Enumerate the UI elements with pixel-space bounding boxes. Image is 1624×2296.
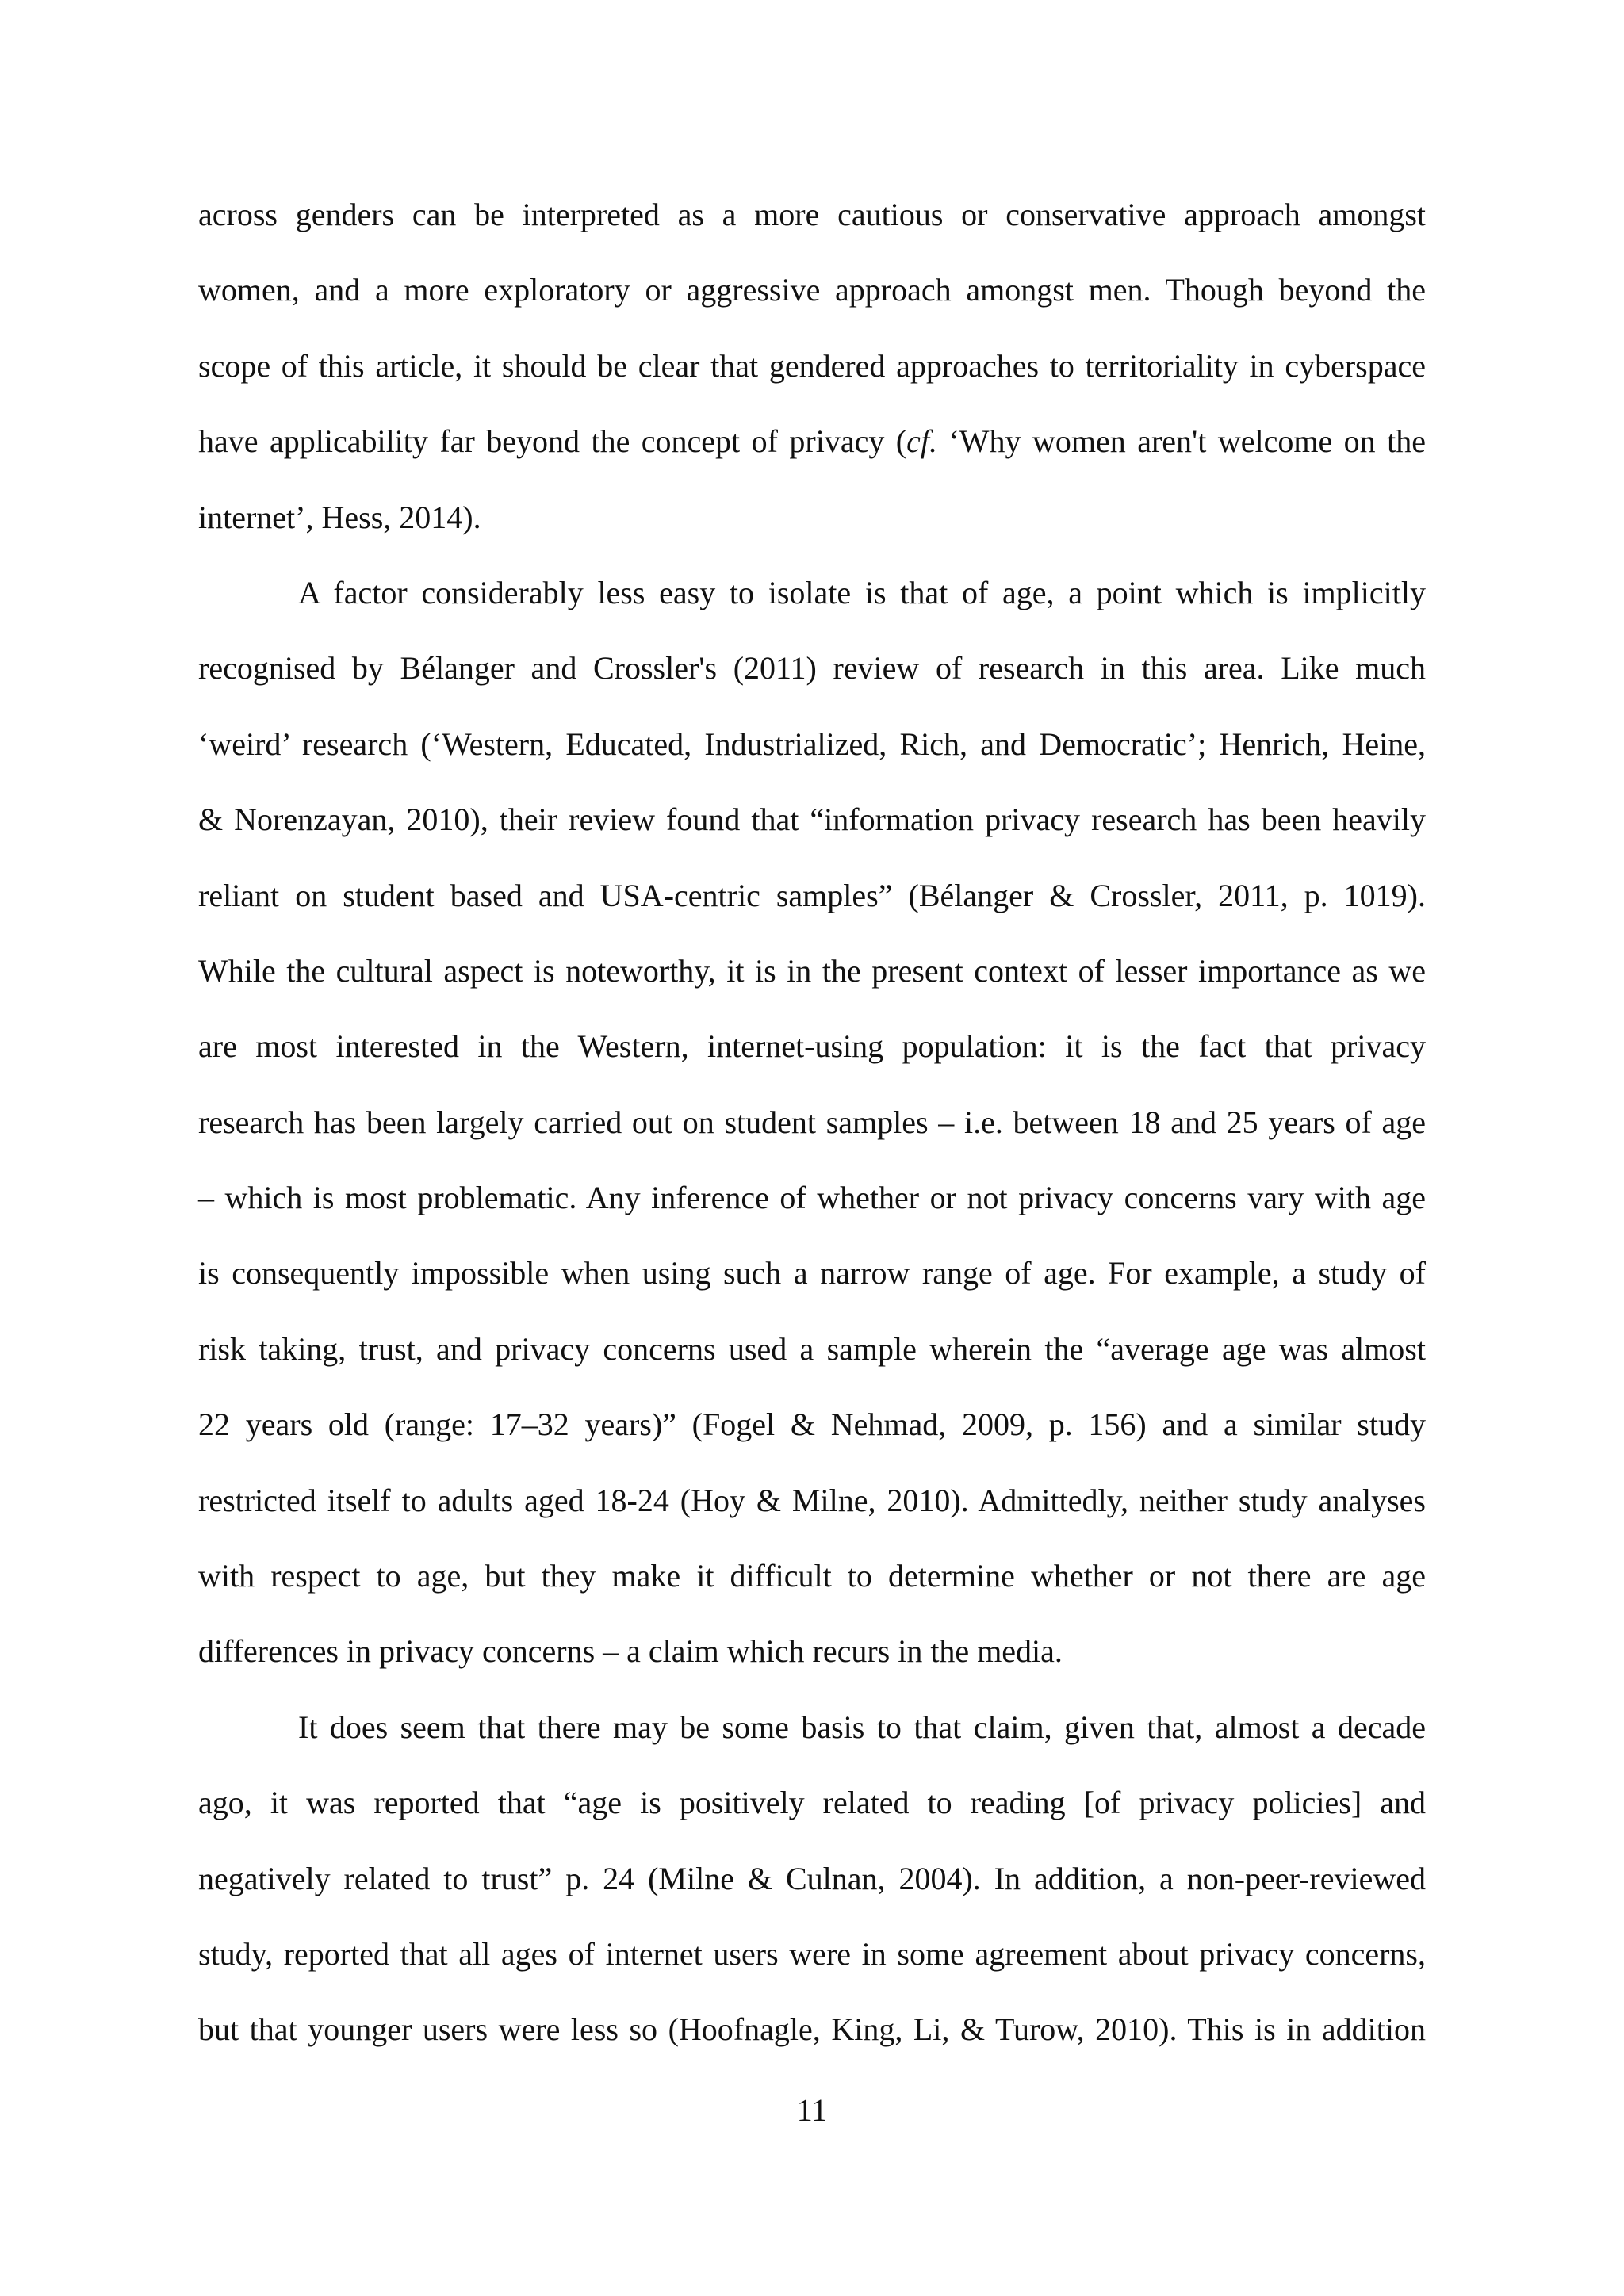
text-line: reliant on student based and USA-centric samples” (Bélanger & Crossler, 2011, p. 1019). — [198, 877, 1426, 913]
text-line: restricted itself to adults aged 18-24 (Hoy & Milne, 2010). Admittedly, neither study analyses — [198, 1482, 1426, 1518]
page-number: 11 — [796, 2092, 828, 2128]
text-line: differences in privacy concerns – a claim which recurs in the media. — [198, 1633, 1063, 1670]
text-line: negatively related to trust” p. 24 (Milne & Culnan, 2004). In addition, a non-peer-reviewed — [198, 1860, 1426, 1896]
text-line: scope of this article, it should be clear that gendered approaches to territoriality in cyberspace — [198, 347, 1426, 384]
text-line: with respect to age, but they make it difficult to determine whether or not there are age — [198, 1558, 1426, 1594]
text-line: ‘weird’ research (‘Western, Educated, Industrialized, Rich, and Democratic’; Henrich, Heine, — [198, 725, 1426, 762]
body-text — [198, 187, 1426, 2078]
text-line: 22 years old (range: 17–32 years)” (Fogel & Nehmad, 2009, p. 156) and a similar study — [198, 1406, 1426, 1443]
text-line: women, and a more exploratory or aggressive approach amongst men. Though beyond the — [198, 272, 1426, 308]
text-segment: have applicability far beyond the concept of privacy ( — [198, 423, 907, 460]
text-line: across genders can be interpreted as a more cautious or conservative approach amongst — [198, 197, 1426, 232]
text-line: ago, it was reported that “age is positively related to reading [of privacy policies] and — [198, 1785, 1426, 1821]
text-line: research has been largely carried out on student samples – i.e. between 18 and 25 years of age — [198, 1104, 1426, 1140]
text-line: risk taking, trust, and privacy concerns used a sample wherein the “average age was almost — [198, 1330, 1426, 1367]
text-line: is consequently impossible when using such a narrow range of age. For example, a study of — [198, 1255, 1426, 1292]
text-line: – which is most problematic. Any inference of whether or not privacy concerns vary with age — [198, 1180, 1426, 1216]
text-segment: ‘Why women aren't welcome on the — [937, 423, 1427, 460]
text-line — [198, 414, 1426, 489]
paragraph-first-line: A factor considerably less easy to isolate is that of age, a point which is implicitly — [298, 574, 1426, 610]
text-line: recognised by Bélanger and Crossler's (2011) review of research in this area. Like much — [198, 650, 1426, 687]
text-line: but that younger users were less so (Hoofnagle, King, Li, & Turow, 2010). This is in addition — [198, 2011, 1426, 2048]
text-line: While the cultural aspect is noteworthy, it is in the present context of lesser importance as we — [198, 952, 1426, 989]
text-line: are most interested in the Western, internet-using population: it is the fact that privacy — [198, 1028, 1426, 1065]
text-line: internet’, Hess, 2014). — [198, 499, 481, 535]
italic-abbreviation: cf. — [906, 423, 938, 460]
text-line: & Norenzayan, 2010), their review found that “information privacy research has been heavily — [198, 802, 1426, 838]
paragraph-first-line: It does seem that there may be some basis to that claim, given that, almost a decade — [298, 1709, 1426, 1745]
text-line: study, reported that all ages of internet users were in some agreement about privacy concerns, — [198, 1935, 1426, 1972]
